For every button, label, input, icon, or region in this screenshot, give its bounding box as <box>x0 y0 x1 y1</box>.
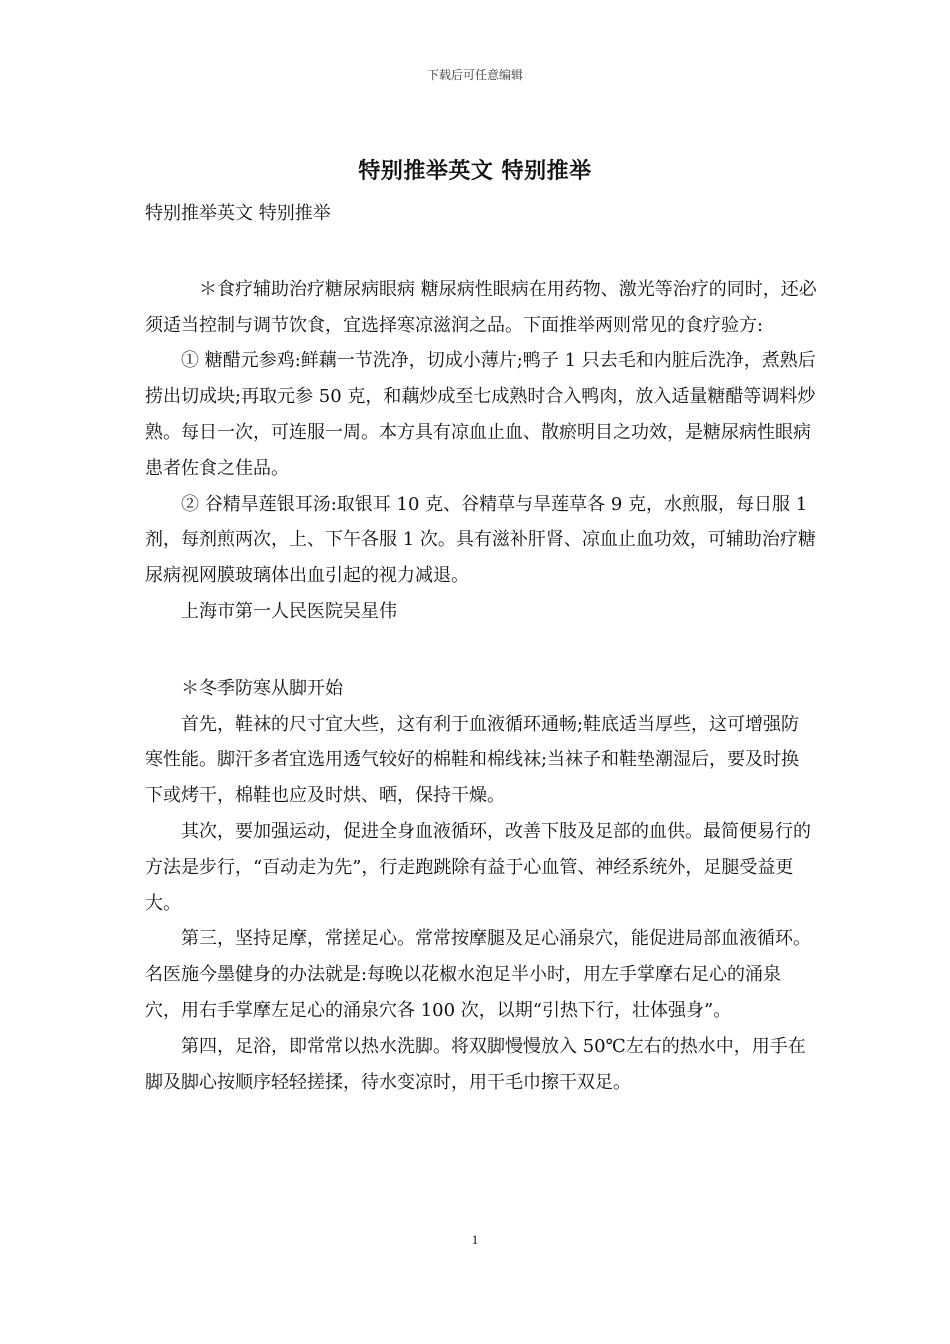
section2-paragraph-2: 其次，要加强运动，促进全身血液循环，改善下肢及足部的血供。最简便易行的方法是步行，“百动走为先”，行走跑跳除有益于心血管、神经系统外，足腿受益更大。 <box>145 820 811 914</box>
spacer <box>145 232 817 272</box>
section2-paragraph-3: 第三，坚持足摩，常搓足心。常常按摩腿及足心涌泉穴，能促进局部血液循环。名医施今墨健身的办法就是:每晚以花椒水泡足半小时，用左手掌摩右足心的涌泉穴，用右手掌摩左足心的涌泉穴各 100 次，以期“引热下行，壮体强身”。 <box>145 928 811 1021</box>
section2-paragraph-4: 第四，足浴，即常常以热水洗脚。将双脚慢慢放入 50℃左右的热水中，用手在脚及脚心按顺序轻轻搓揉，待水变凉时，用干毛巾擦干双足。 <box>145 1035 806 1093</box>
section2-paragraph-1: 首先，鞋袜的尺寸宜大些，这有利于血液循环通畅;鞋底适当厚些，这可增强防寒性能。脚汗多者宜选用透气较好的棉鞋和棉线袜;当袜子和鞋垫潮湿后，要及时换下或烤干，棉鞋也应及时烘、晒，保持干燥。 <box>145 713 800 807</box>
section2-heading: ＊冬季防寒从脚开始 <box>181 677 343 699</box>
page-header-note: 下载后可任意编辑 <box>426 68 523 82</box>
document-title: 特别推举英文 特别推举 <box>358 158 592 184</box>
document-subtitle: 特别推举英文 特别推举 <box>145 203 331 224</box>
page-number: 1 <box>471 1232 479 1247</box>
document-body <box>145 196 817 1100</box>
recipe-2-paragraph: ② 谷精旱莲银耳汤:取银耳 10 克、谷精草与旱莲草各 9 克，水煎服，每日服 1 剂，每剂煎两次，上、下午各服 1 次。具有滋补肝肾、凉血止血功效，可辅助治疗糖尿病视网膜玻璃体出血引起的视力减退。 <box>145 493 816 587</box>
recipe-1-paragraph: ① 糖醋元参鸡:鲜藕一节洗净，切成小薄片;鸭子 1 只去毛和内脏后洗净，煮熟后捞出切成块;再取元参 50 克，和藕炒成至七成熟时合入鸭肉，放入适量糖醋等调料炒熟。每日一次，可连服一周。本方具有凉血止血、散瘀明目之功效，是糖尿病性眼病患者佐食之佳品。 <box>145 350 816 479</box>
spacer <box>145 630 817 671</box>
author-line: 上海市第一人民医院吴星伟 <box>181 600 397 622</box>
section1-intro-paragraph: ＊食疗辅助治疗糖尿病眼病 糖尿病性眼病在用药物、激光等治疗的同时，还必须适当控制与调节饮食，宜选择寒凉滋润之品。下面推举两则常见的食疗验方: <box>145 278 817 336</box>
